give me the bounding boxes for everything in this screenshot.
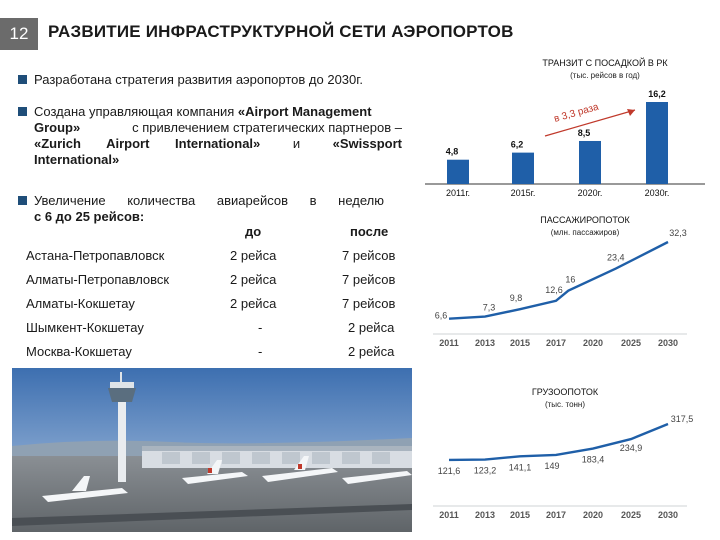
- data-label: 234,9: [619, 443, 643, 454]
- bullet-square-icon: [18, 196, 27, 205]
- bar: [512, 153, 534, 184]
- route-cell: Москва-Кокшетау: [26, 344, 132, 359]
- route-cell: Астана-Петропавловск: [26, 248, 165, 263]
- bullet-line: [34, 136, 402, 152]
- tick-label: 2015: [509, 338, 531, 348]
- tick-label: 2013: [474, 510, 496, 520]
- tick-label: 2011: [439, 338, 459, 348]
- tick-label: 2015: [509, 510, 531, 520]
- before-cell: -: [258, 320, 263, 335]
- bullet-line: с 6 до 25 рейсов:: [34, 209, 145, 224]
- tick-label: 2011г.: [445, 188, 471, 198]
- data-label: 183,4: [581, 454, 605, 465]
- data-label: 121,6: [437, 465, 461, 476]
- bullet-text: и: [292, 136, 301, 151]
- tick-label: 2030г.: [644, 188, 670, 198]
- bullet-flights: [18, 193, 402, 225]
- slide-number: 12: [0, 18, 38, 50]
- data-label: 23,4: [607, 252, 625, 263]
- chart-transit: [425, 88, 715, 208]
- after-cell: 7 рейсов: [342, 296, 396, 311]
- tick-label: 2030: [657, 338, 679, 348]
- table-row: [26, 320, 406, 344]
- bullet-text: с привлечением стратегических партнеров –: [132, 120, 402, 135]
- data-label: 317,5: [670, 414, 694, 424]
- bar: [579, 141, 601, 184]
- chart-transit-subtitle: (тыс. рейсов в год): [570, 71, 640, 80]
- partner-name: «Zurich Airport International»: [34, 136, 261, 151]
- bullet-line: [34, 120, 402, 136]
- data-label: 6,6: [434, 310, 448, 321]
- bullet-list: [18, 72, 402, 180]
- bar: [447, 160, 469, 184]
- route-cell: Алматы-Кокшетау: [26, 296, 135, 311]
- tick-label: 2013: [474, 338, 496, 348]
- chart-passengers: [425, 230, 715, 360]
- bullet-line: Увеличение количества авиарейсов в неделю: [34, 193, 385, 208]
- before-cell: -: [258, 344, 263, 359]
- airport-photo: [12, 368, 412, 532]
- data-label: 123,2: [473, 465, 497, 476]
- data-label: 4,8: [445, 146, 459, 157]
- column-header-before: до: [245, 224, 262, 239]
- tick-label: 2025: [620, 338, 642, 348]
- table-row: [26, 344, 406, 368]
- tick-label: 2020: [582, 338, 604, 348]
- after-cell: 2 рейса: [348, 320, 395, 335]
- chart-cargo-title: ГРУЗООПОТОК: [531, 387, 599, 397]
- tick-label: 2017: [545, 338, 567, 348]
- bullet-square-icon: [18, 75, 27, 84]
- route-cell: Алматы-Петропавловск: [26, 272, 170, 287]
- partner-name: «Swissport: [332, 136, 402, 151]
- table-row: [26, 272, 406, 296]
- bullet-text: Разработана стратегия развития аэропортов до 2030г.: [34, 72, 364, 87]
- table-row: [26, 248, 406, 272]
- before-cell: 2 рейса: [230, 272, 277, 287]
- tick-label: 2025: [620, 510, 642, 520]
- before-cell: 2 рейса: [230, 296, 277, 311]
- table-row: [26, 296, 406, 320]
- data-label: 141,1: [508, 462, 532, 473]
- annotation-label: в 3,3 раза: [552, 101, 600, 125]
- data-label: 7,3: [482, 302, 496, 313]
- flights-table: [26, 248, 406, 368]
- tick-label: 2020г.: [577, 188, 603, 198]
- page-title: РАЗВИТИЕ ИНФРАСТРУКТУРНОЙ СЕТИ АЭРОПОРТОВ: [48, 22, 514, 41]
- bar: [646, 102, 668, 184]
- flights-bullet: [18, 193, 402, 225]
- chart-passengers-title: ПАССАЖИРОПОТОК: [540, 215, 630, 225]
- data-label: 16,2: [648, 89, 666, 99]
- chart-cargo: [425, 412, 715, 532]
- after-cell: 2 рейса: [348, 344, 395, 359]
- after-cell: 7 рейсов: [342, 272, 396, 287]
- column-header-after: после: [350, 224, 389, 239]
- data-label: 8,5: [577, 127, 591, 138]
- data-label: 149: [544, 460, 560, 471]
- partner-name: International»: [34, 152, 120, 167]
- bullet-text: Создана управляющая компания: [34, 104, 238, 119]
- tick-label: 2015г.: [510, 188, 536, 198]
- bullet-square-icon: [18, 107, 27, 116]
- chart-passengers-subtitle: (млн. пассажиров): [550, 228, 620, 237]
- chart-transit-title: ТРАНЗИТ С ПОСАДКОЙ В РК: [542, 58, 668, 68]
- route-cell: Шымкент-Кокшетау: [26, 320, 144, 335]
- tick-label: 2020: [582, 510, 604, 520]
- chart-cargo-subtitle: (тыс. тонн): [544, 400, 586, 409]
- bullet-line: [34, 104, 402, 120]
- company-name: «Airport Management: [237, 104, 372, 119]
- tick-label: 2011: [439, 510, 459, 520]
- tick-label: 2017: [545, 510, 567, 520]
- after-cell: 7 рейсов: [342, 248, 396, 263]
- bullet-line: [34, 152, 402, 168]
- data-label: 32,3: [669, 228, 687, 238]
- series-line: [449, 424, 668, 460]
- bullet-strategy: [18, 72, 402, 88]
- company-name: Group»: [34, 120, 81, 135]
- tick-label: 2030: [657, 510, 679, 520]
- data-label: 9,8: [509, 293, 523, 304]
- data-label: 6,2: [510, 139, 524, 150]
- data-label: 16: [565, 274, 576, 285]
- before-cell: 2 рейса: [230, 248, 277, 263]
- data-label: 12,6: [545, 284, 563, 295]
- bullet-company: [18, 104, 402, 168]
